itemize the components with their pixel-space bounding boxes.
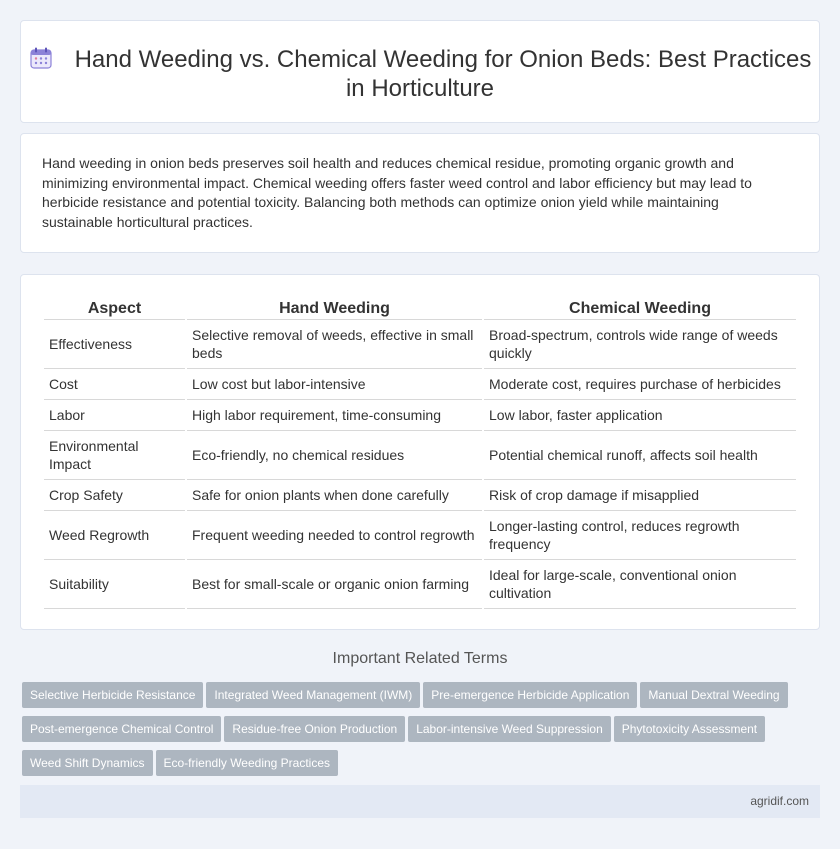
- footer: [20, 785, 820, 818]
- cell-hand: Low cost but labor-intensive: [187, 369, 482, 400]
- table-row: [44, 560, 796, 609]
- title-card: [20, 20, 820, 123]
- cell-aspect: Effectiveness: [44, 320, 185, 369]
- related-terms-title: Important Related Terms: [332, 650, 508, 667]
- cell-hand: Safe for onion plants when done carefully: [187, 480, 482, 511]
- cell-hand: Frequent weeding needed to control regrowth: [187, 511, 482, 560]
- term-tag[interactable]: Selective Herbicide Resistance: [22, 682, 203, 708]
- footer-site-link[interactable]: agridif.com: [750, 794, 809, 808]
- cell-chemical: Risk of crop damage if misapplied: [484, 480, 796, 511]
- term-tag[interactable]: Phytotoxicity Assessment: [614, 716, 765, 742]
- table-row: [44, 431, 796, 480]
- header-hand-weeding: Hand Weeding: [187, 296, 482, 320]
- table-row: [44, 511, 796, 560]
- cell-hand: Best for small-scale or organic onion farming: [187, 560, 482, 609]
- cell-chemical: Potential chemical runoff, affects soil health: [484, 431, 796, 480]
- cell-chemical: Ideal for large-scale, conventional onion cultivation: [484, 560, 796, 609]
- cell-hand: Selective removal of weeds, effective in small beds: [187, 320, 482, 369]
- comparison-table: [42, 296, 798, 609]
- cell-chemical: Broad-spectrum, controls wide range of weeds quickly: [484, 320, 796, 369]
- table-row: [44, 320, 796, 369]
- cell-aspect: Suitability: [44, 560, 185, 609]
- cell-chemical: Low labor, faster application: [484, 400, 796, 431]
- cell-hand: Eco-friendly, no chemical residues: [187, 431, 482, 480]
- comparison-table-card: [20, 274, 820, 630]
- related-terms-list: [22, 682, 802, 784]
- table-header-row: [44, 296, 796, 320]
- table-row: [44, 400, 796, 431]
- term-tag[interactable]: Integrated Weed Management (IWM): [206, 682, 420, 708]
- cell-aspect: Labor: [44, 400, 185, 431]
- table-row: [44, 369, 796, 400]
- cell-chemical: Longer-lasting control, reduces regrowth frequency: [484, 511, 796, 560]
- cell-aspect: Weed Regrowth: [44, 511, 185, 560]
- cell-aspect: Environmental Impact: [44, 431, 185, 480]
- term-tag[interactable]: Residue-free Onion Production: [224, 716, 405, 742]
- cell-chemical: Moderate cost, requires purchase of herbicides: [484, 369, 796, 400]
- term-tag[interactable]: Manual Dextral Weeding: [640, 682, 787, 708]
- header-aspect: Aspect: [44, 296, 185, 320]
- cell-aspect: Cost: [44, 369, 185, 400]
- calendar-icon: [29, 46, 53, 70]
- summary-text: Hand weeding in onion beds preserves soil health and reduces chemical residue, promoting organic growth and minimizing environmental impact. Chemical weeding offers faster weed control and labor efficiency but may lead to herbicide resistance and potential toxicity. Balancing both methods can optimize onion yield while maintaining sustainable horticultural practices.: [42, 155, 752, 230]
- header-chemical-weeding: Chemical Weeding: [484, 296, 796, 320]
- cell-aspect: Crop Safety: [44, 480, 185, 511]
- summary-card: [20, 133, 820, 253]
- cell-hand: High labor requirement, time-consuming: [187, 400, 482, 431]
- term-tag[interactable]: Labor-intensive Weed Suppression: [408, 716, 611, 742]
- term-tag[interactable]: Eco-friendly Weeding Practices: [156, 750, 339, 776]
- term-tag[interactable]: Post-emergence Chemical Control: [22, 716, 221, 742]
- page-title: Hand Weeding vs. Chemical Weeding for Onion Beds: Best Practices in Horticulture: [74, 46, 812, 102]
- term-tag[interactable]: Pre-emergence Herbicide Application: [423, 682, 637, 708]
- term-tag[interactable]: Weed Shift Dynamics: [22, 750, 153, 776]
- page-title-wrap: [21, 45, 819, 103]
- table-row: [44, 480, 796, 511]
